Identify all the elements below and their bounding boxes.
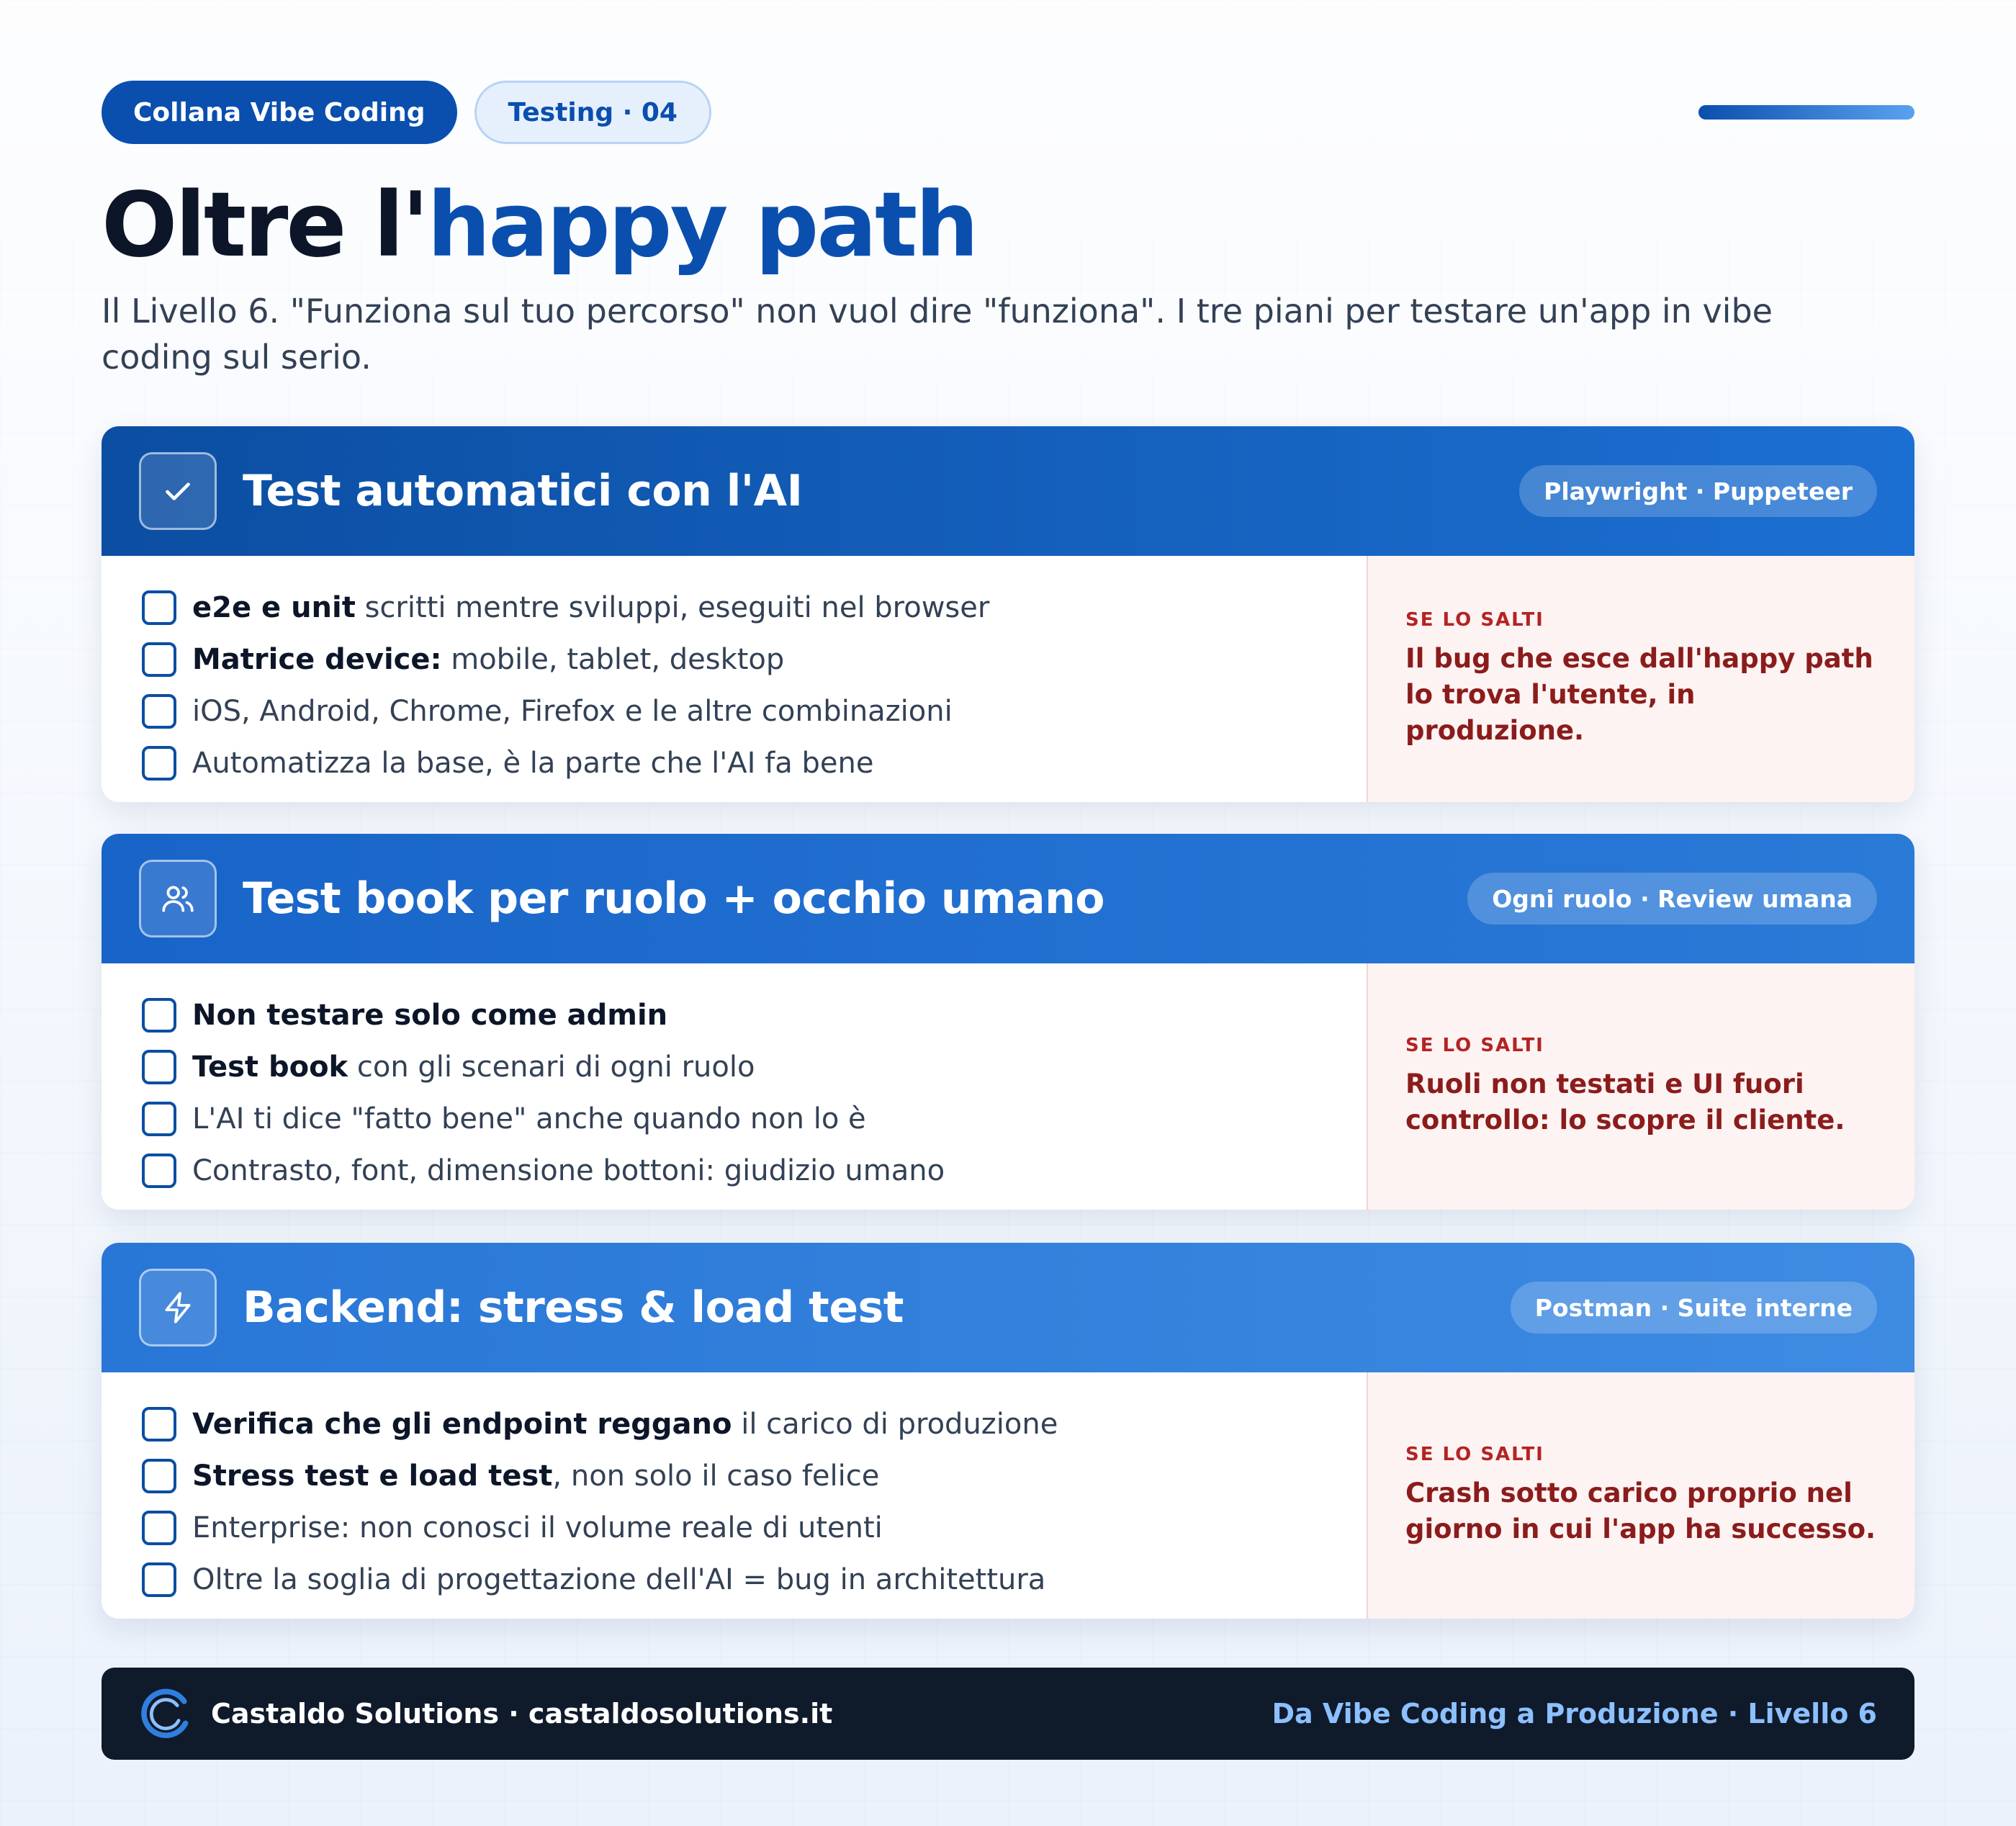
- section-title: Backend: stress & load test: [243, 1282, 904, 1333]
- footer-brand: Castaldo Solutions · castaldosolutions.it: [211, 1698, 833, 1730]
- checklist-item: [142, 1093, 1367, 1145]
- section-card-automated-tests: [102, 426, 1914, 802]
- section-title: Test automatici con l'AI: [243, 466, 803, 516]
- page-subtitle: Il Livello 6. "Funziona sul tuo percorso" non vuol dire "funziona". I tre piani per testare un'app in vibe coding sul serio.: [102, 292, 1773, 377]
- item-text: L'AI ti dice "fatto bene" anche quando non lo è: [192, 1102, 866, 1135]
- lightning-icon: [139, 1269, 217, 1346]
- warning-panel: [1367, 556, 1914, 802]
- item-bold-text: Matrice device:: [192, 643, 442, 676]
- warning-text: Il bug che esce dall'happy path lo trova l'utente, in produzione.: [1405, 643, 1873, 746]
- checklist-item: [142, 582, 1367, 634]
- warning-text: Crash sotto carico proprio nel giorno in cui l'app ha successo.: [1405, 1478, 1876, 1544]
- footer-series: Da Vibe Coding a Produzione · Livello 6: [1272, 1698, 1877, 1730]
- warning-panel: [1367, 1372, 1914, 1619]
- checkbox[interactable]: [142, 1511, 176, 1545]
- title-highlight: happy path: [427, 174, 977, 277]
- item-text: Enterprise: non conosci il volume reale di utenti: [192, 1511, 883, 1544]
- item-text: mobile, tablet, desktop: [441, 643, 785, 676]
- checkbox[interactable]: [142, 1562, 176, 1597]
- checklist: [102, 1372, 1367, 1619]
- item-bold-text: e2e e unit: [192, 591, 356, 624]
- item-text: , non solo il caso felice: [552, 1460, 880, 1493]
- checkbox[interactable]: [142, 642, 176, 677]
- warning-panel: [1367, 963, 1914, 1210]
- checklist: [102, 556, 1367, 802]
- page-title: [102, 171, 977, 279]
- checklist-item: [142, 685, 1367, 737]
- checklist-item: [142, 1398, 1367, 1450]
- title-prefix: Oltre l': [102, 174, 428, 277]
- checklist-item: [142, 1554, 1367, 1606]
- warning-label: SE LO SALTI: [1405, 1035, 1544, 1056]
- item-text: Contrasto, font, dimensione bottoni: giudizio umano: [192, 1154, 945, 1187]
- item-text: Oltre la soglia di progettazione dell'AI = bug in architettura: [192, 1563, 1046, 1596]
- section-body: [102, 556, 1914, 802]
- item-text: scritti mentre sviluppi, eseguiti nel browser: [355, 591, 990, 624]
- checkbox[interactable]: [142, 694, 176, 729]
- section-body: [102, 963, 1914, 1210]
- checkbox[interactable]: [142, 590, 176, 625]
- checkbox[interactable]: [142, 1050, 176, 1084]
- section-header: [102, 1243, 1914, 1372]
- checklist-item: [142, 1041, 1367, 1093]
- item-text: con gli scenari di ogni ruolo: [348, 1051, 755, 1084]
- checkbox[interactable]: [142, 1102, 176, 1136]
- checkbox[interactable]: [142, 1153, 176, 1188]
- series-badge: Collana Vibe Coding: [102, 81, 457, 144]
- warning-label: SE LO SALTI: [1405, 609, 1544, 631]
- section-body: [102, 1372, 1914, 1619]
- warning-label: SE LO SALTI: [1405, 1444, 1544, 1465]
- section-header: [102, 834, 1914, 963]
- accent-bar: [1698, 105, 1914, 120]
- section-card-backend-tests: [102, 1243, 1914, 1619]
- item-text: Automatizza la base, è la parte che l'AI fa bene: [192, 747, 874, 780]
- item-text: iOS, Android, Chrome, Firefox e le altre combinazioni: [192, 695, 953, 728]
- item-bold-text: Stress test e load test: [192, 1460, 553, 1493]
- section-header: [102, 426, 1914, 556]
- section-title: Test book per ruolo + occhio umano: [243, 873, 1105, 924]
- tools-tag: Playwright · Puppeteer: [1519, 465, 1877, 517]
- checklist-item: [142, 634, 1367, 685]
- item-bold-text: Test book: [192, 1051, 348, 1084]
- checklist-item: [142, 1450, 1367, 1502]
- checklist-item: [142, 989, 1367, 1041]
- top-row: [102, 81, 1914, 144]
- item-text: il carico di produzione: [732, 1408, 1058, 1441]
- section-card-role-testing: [102, 834, 1914, 1210]
- checklist-item: [142, 1502, 1367, 1554]
- check-icon: [139, 452, 217, 530]
- checklist-item: [142, 1145, 1367, 1197]
- tools-tag: Postman · Suite interne: [1511, 1282, 1877, 1333]
- checkbox[interactable]: [142, 1407, 176, 1442]
- tools-tag: Ogni ruolo · Review umana: [1467, 873, 1877, 925]
- checklist-item: [142, 737, 1367, 789]
- users-icon: [139, 860, 217, 937]
- checkbox[interactable]: [142, 998, 176, 1033]
- item-bold-text: Non testare solo come admin: [192, 999, 668, 1032]
- checkbox[interactable]: [142, 1459, 176, 1493]
- brand-logo-icon: [139, 1686, 194, 1741]
- warning-text: Ruoli non testati e UI fuori controllo: lo scopre il cliente.: [1405, 1069, 1845, 1135]
- checkbox[interactable]: [142, 746, 176, 781]
- topic-badge: Testing · 04: [474, 81, 711, 144]
- item-bold-text: Verifica che gli endpoint reggano: [192, 1408, 732, 1441]
- footer: [102, 1668, 1914, 1760]
- checklist: [102, 963, 1367, 1210]
